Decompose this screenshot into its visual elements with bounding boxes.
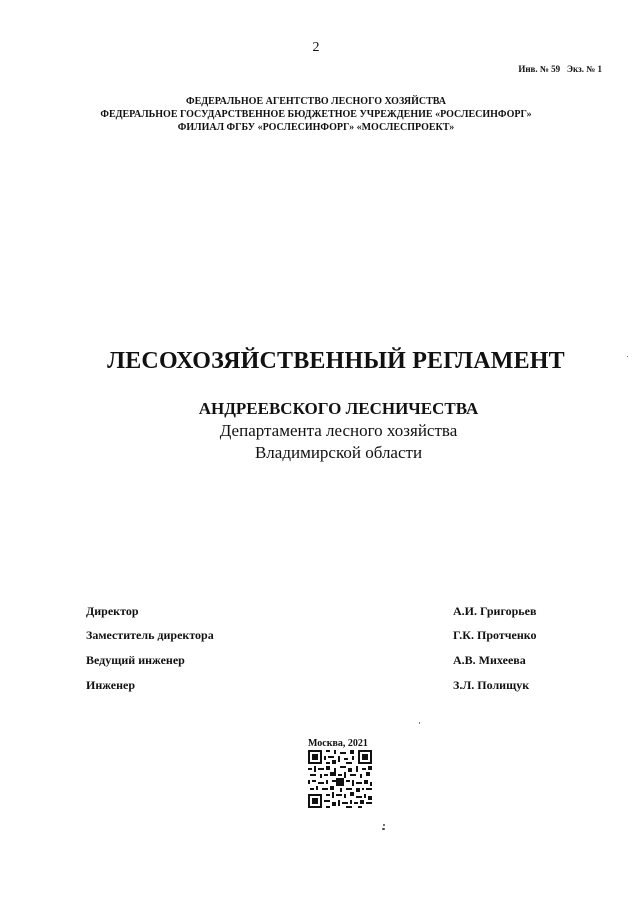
page-number: 2	[312, 40, 320, 55]
signatory-row	[86, 653, 566, 671]
org-line-institution: ФЕДЕРАЛЬНОЕ ГОСУДАРСТВЕННОЕ БЮДЖЕТНОЕ УЧРЕЖДЕНИЕ «РОСЛЕСИНФОРГ»	[100, 109, 532, 120]
org-line-agency: ФЕДЕРАЛЬНОЕ АГЕНТСТВО ЛЕСНОГО ХОЗЯЙСТВА	[185, 96, 447, 107]
region-name: Владимирской области	[254, 443, 423, 462]
scan-speck	[382, 828, 385, 830]
scan-speck	[383, 824, 385, 826]
document-subtitle	[0, 398, 632, 464]
organization-header	[0, 95, 632, 134]
signatory-role: Заместитель директора	[86, 628, 214, 642]
city-year: Москва, 2021	[308, 738, 368, 749]
signatory-row	[86, 628, 566, 646]
scan-speck	[627, 356, 628, 357]
signatory-row	[86, 604, 566, 622]
signatory-row	[86, 678, 566, 696]
signatory-role: Директор	[86, 604, 139, 618]
signatory-name: А.И. Григорьев	[453, 604, 537, 618]
signatory-role: Ведущий инженер	[86, 653, 185, 667]
inventory-number: Инв. № 59 Экз. № 1	[518, 64, 602, 74]
signatory-name: З.Л. Полищук	[453, 678, 530, 692]
signatory-role: Инженер	[86, 678, 136, 692]
signatory-name: А.В. Михеева	[453, 653, 526, 667]
scan-speck	[419, 722, 420, 724]
qr-code-icon	[308, 750, 372, 813]
org-line-branch: ФИЛИАЛ ФГБУ «РОСЛЕСИНФОРГ» «МОСЛЕСПРОЕКТ»	[177, 122, 455, 133]
forestry-name: АНДРЕЕВСКОГО ЛЕСНИЧЕСТВА	[198, 399, 479, 418]
department-name: Департамента лесного хозяйства	[219, 421, 458, 440]
signatory-name: Г.К. Протченко	[453, 628, 537, 642]
document-title: ЛЕСОХОЗЯЙСТВЕННЫЙ РЕГЛАМЕНТ	[107, 348, 565, 374]
